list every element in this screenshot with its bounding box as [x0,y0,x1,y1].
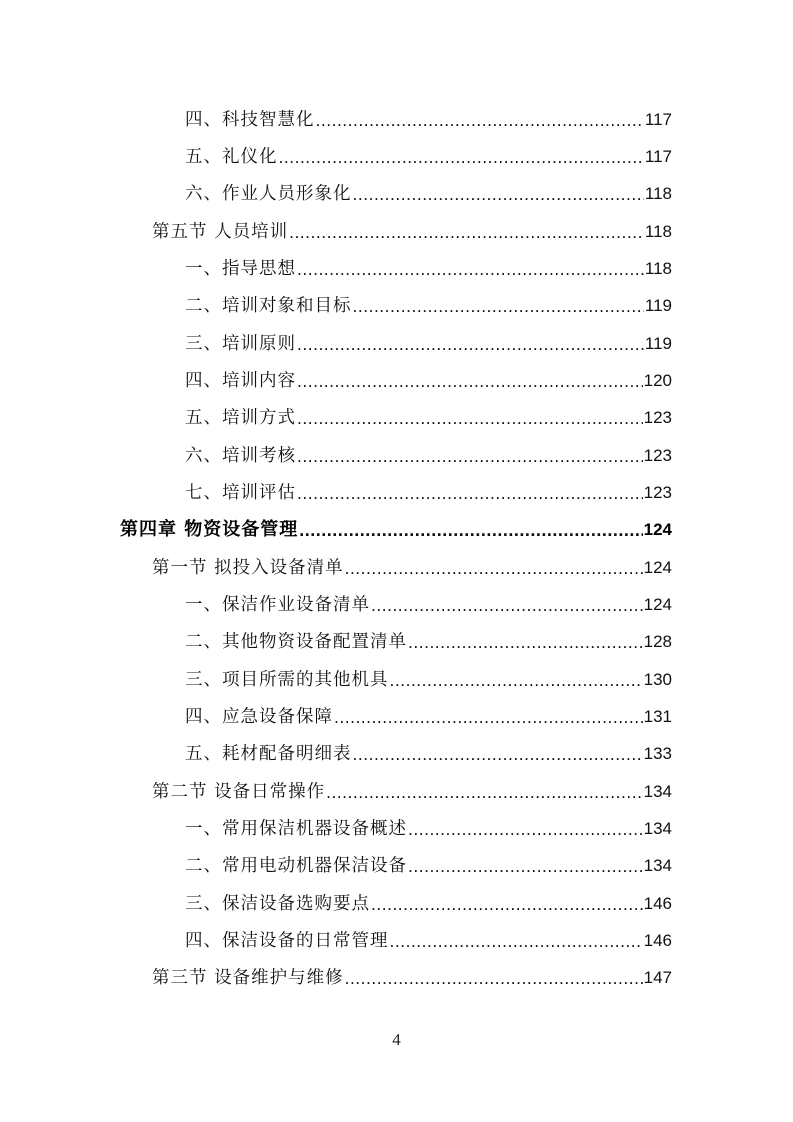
toc-entry-title: 二、其他物资设备配置清单 [185,632,407,652]
toc-entry-title: 四、科技智慧化 [185,110,315,130]
toc-entry[interactable] [185,292,672,320]
dot-leader [334,703,643,731]
toc-entry-page: 123 [643,483,672,502]
toc-entry-page: 118 [644,222,672,241]
toc-entry-page: 147 [643,968,672,987]
toc-entry[interactable] [185,106,672,134]
dot-leader [408,628,643,656]
dot-leader [297,330,644,358]
dot-leader [316,106,644,134]
toc-entry-page: 120 [643,371,672,390]
toc-entry-title: 一、保洁作业设备清单 [185,595,370,615]
toc-entry-title: 四、保洁设备的日常管理 [185,931,389,951]
toc-entry-title: 一、指导思想 [185,259,296,279]
toc-entry[interactable] [185,180,672,208]
toc-entry-title: 七、培训评估 [185,483,296,503]
toc-entry-title: 二、培训对象和目标 [185,296,352,316]
toc-entry[interactable] [185,815,672,843]
toc-entry-page: 123 [643,446,672,465]
toc-entry[interactable] [185,591,672,619]
toc-entry[interactable] [152,218,672,246]
toc-entry[interactable] [185,666,672,694]
toc-entry[interactable] [152,778,672,806]
toc-entry-title: 五、耗材配备明细表 [185,744,352,764]
page-number: 4 [392,1030,401,1049]
toc-entry-page: 134 [643,856,672,875]
toc-entry[interactable] [185,628,672,656]
dot-leader [297,442,643,470]
dot-leader [408,852,643,880]
toc-chapter-entry[interactable] [120,516,672,544]
dot-leader [345,964,643,992]
dot-leader [299,516,642,544]
toc-entry[interactable] [185,479,672,507]
dot-leader [326,778,643,806]
dot-leader [353,292,644,320]
toc-entry[interactable] [185,852,672,880]
toc-entry-title: 六、作业人员形象化 [185,184,352,204]
dot-leader [345,554,643,582]
toc-entry-page: 146 [643,894,672,913]
toc-entry-page: 133 [643,744,672,763]
dot-leader [289,218,644,246]
toc-entry-page: 124 [643,520,672,539]
toc-entry-page: 134 [643,819,672,838]
toc-entry-title: 六、培训考核 [185,446,296,466]
toc-entry[interactable] [185,330,672,358]
toc-entry-title: 四、培训内容 [185,371,296,391]
toc-entry-page: 119 [644,334,672,353]
dot-leader [297,367,643,395]
toc-entry-page: 119 [644,296,672,315]
toc-entry-title: 三、保洁设备选购要点 [185,894,370,914]
toc-entry-page: 117 [644,110,672,129]
dot-leader [279,143,644,171]
toc-entry-title: 第一节 拟投入设备清单 [152,558,344,578]
toc-entry-page: 128 [643,632,672,651]
toc-entry-page: 123 [643,408,672,427]
toc-entry[interactable] [185,927,672,955]
toc-entry-page: 118 [644,259,672,278]
toc-entry-title: 三、培训原则 [185,334,296,354]
dot-leader [390,927,643,955]
toc-entry[interactable] [185,740,672,768]
toc-entry-page: 117 [644,147,672,166]
dot-leader [371,591,643,619]
dot-leader [408,815,643,843]
toc-entry-page: 124 [643,595,672,614]
toc-entry-title: 第三节 设备维护与维修 [152,968,344,988]
toc-entry-page: 131 [643,707,672,726]
dot-leader [353,740,643,768]
toc-entry-title: 四、应急设备保障 [185,707,333,727]
toc-entry-title: 五、礼仪化 [185,147,278,167]
toc-entry[interactable] [185,703,672,731]
toc-entry-title: 五、培训方式 [185,408,296,428]
toc-entry-title: 第二节 设备日常操作 [152,782,326,802]
toc-entry[interactable] [185,255,672,283]
toc-entry[interactable] [185,442,672,470]
dot-leader [297,479,643,507]
toc-entry-title: 第五节 人员培训 [152,222,289,242]
toc-entry-title: 三、项目所需的其他机具 [185,670,389,690]
toc-entry[interactable] [152,554,672,582]
dot-leader [297,404,643,432]
toc-entry[interactable] [185,890,672,918]
toc-entry[interactable] [185,143,672,171]
dot-leader [353,180,644,208]
toc-entry-page: 146 [643,931,672,950]
dot-leader [297,255,644,283]
toc-entry[interactable] [185,404,672,432]
toc-entry-title: 第四章 物资设备管理 [120,519,299,540]
toc-entry[interactable] [152,964,672,992]
toc-entry-page: 124 [643,558,672,577]
toc-entry-page: 118 [644,184,672,203]
dot-leader [371,890,643,918]
toc-entry-title: 二、常用电动机器保洁设备 [185,856,407,876]
toc-entry-page: 134 [643,782,672,801]
toc-entry[interactable] [185,367,672,395]
dot-leader [390,666,643,694]
toc-entry-title: 一、常用保洁机器设备概述 [185,819,407,839]
toc-entry-page: 130 [643,670,672,689]
